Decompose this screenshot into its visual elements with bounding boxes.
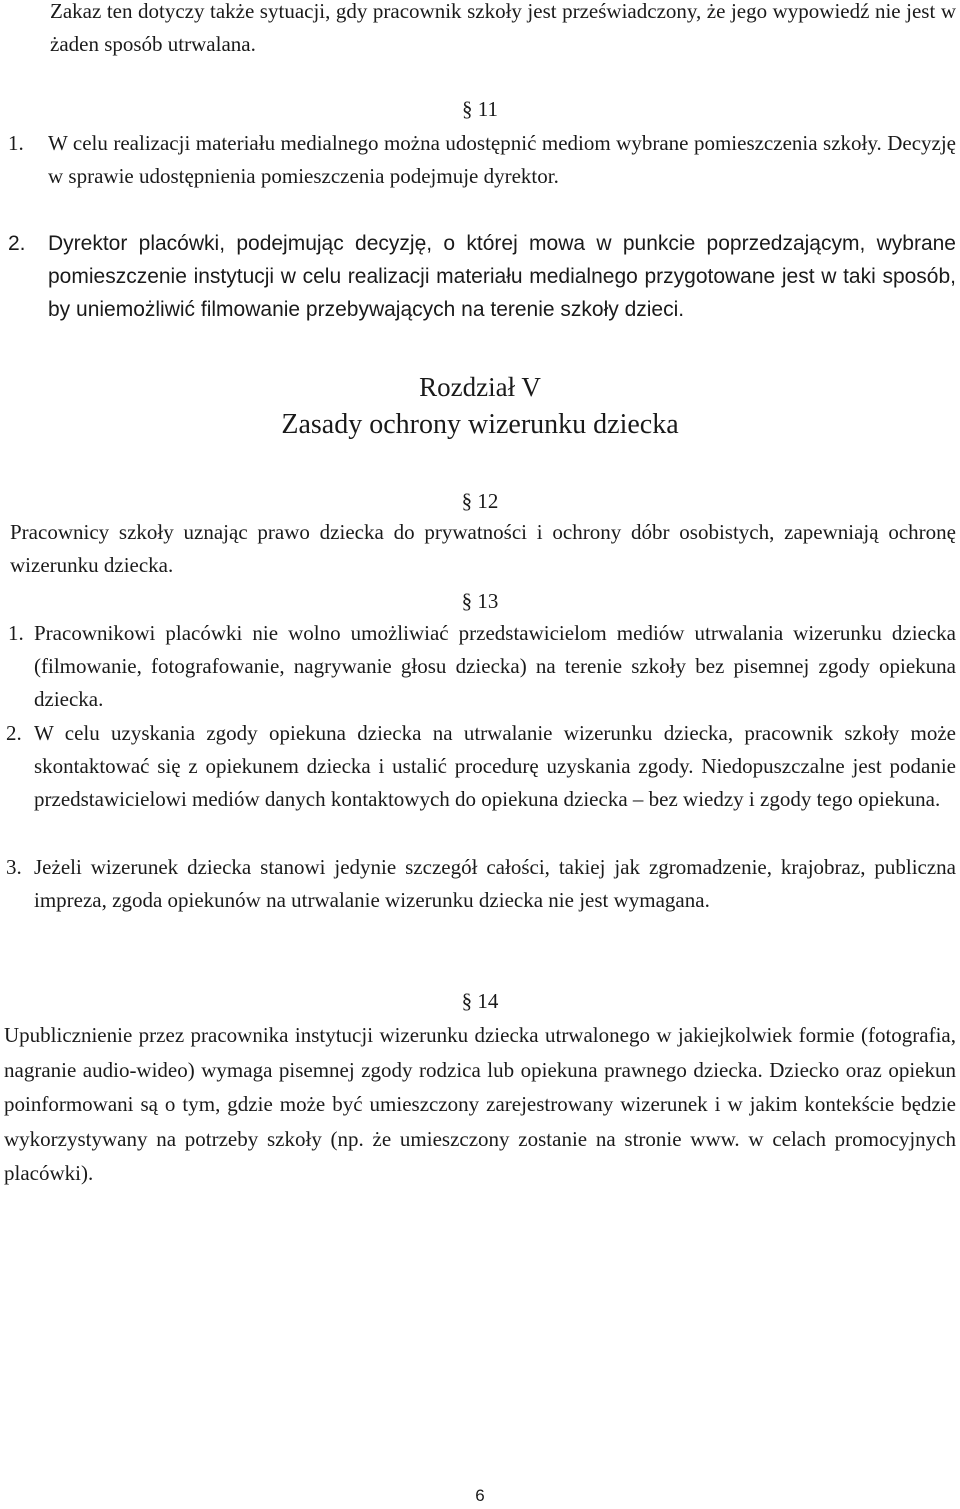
section-13-item-2 [6,717,956,816]
item-text: Dyrektor placówki, podejmując decyzję, o której mowa w punkcie poprzedzającym, wybrane pomieszczenie instytucji w celu realizacji materiału medialnego przygotowane jest w taki sposób, by uniemożliwić filmowanie przebywających na terenie szkoły dzieci. [48,232,956,321]
item-number: 3. [6,855,22,879]
section-14-paragraph: Upublicznienie przez pracownika instytucji wizerunku dziecka utrwalonego w jakiejkolwiek formie (fotografia, nagranie audio-wideo) wymaga pisemnej zgody rodzica lub opiekuna prawnego dziecka. Dziecko oraz opiekun poinformowani są o tym, gdzie może być umieszczony zarejestrowany wizerunek i w jakim kontekście będzie wykorzystywany na potrzeby szkoły (np. że umieszczony zostanie na stronie www. w celach promocyjnych placówki). [4,1023,956,1185]
section-13-item-3 [6,851,956,917]
section-12-paragraph-block [10,516,956,582]
section-11-item-2 [8,227,956,326]
chapter-title: Zasady ochrony wizerunku dziecka [281,409,679,440]
item-number: 1. [8,621,24,645]
page-number: 6 [475,1486,485,1505]
item-text: Jeżeli wizerunek dziecka stanowi jedynie szczegół całości, takiej jak zgromadzenie, krajobraz, publiczna impreza, zgoda opiekunów na utrwalanie wizerunku dziecka nie jest wymagana. [34,855,956,912]
item-number: 2. [6,721,22,745]
section-11-heading: § 11 [462,97,498,121]
section-13-heading: § 13 [461,589,499,613]
intro-paragraph: Zakaz ten dotyczy także sytuacji, gdy pracownik szkoły jest przeświadczony, że jego wypowiedź nie jest w żaden sposób utrwalana. [50,0,956,56]
item-number: 1. [8,131,24,155]
section-13-item-1 [8,617,956,716]
section-14-paragraph-block [4,1018,956,1191]
section-12-heading: § 12 [461,489,499,513]
section-12-paragraph: Pracownicy szkoły uznając prawo dziecka do prywatności i ochrony dóbr osobistych, zapewniają ochronę wizerunku dziecka. [10,520,956,577]
item-text: Pracownikowi placówki nie wolno umożliwiać przedstawicielom mediów utrwalania wizerunku dziecka (filmowanie, fotografowanie, nagrywanie głosu dziecka) na terenie szkoły bez pisemnej zgody opiekuna dziecka. [34,621,956,711]
item-number: 2. [8,232,26,255]
item-text: W celu uzyskania zgody opiekuna dziecka na utrwalanie wizerunku dziecka, pracownik szkoły może skontaktować się z opiekunem dziecka i ustalić procedurę uzyskania zgody. Niedopuszczalne jest podanie przedstawicielowi mediów danych kontaktowych do opiekuna dziecka – bez wiedzy i zgody tego opiekuna. [34,721,956,811]
section-11-item-1 [8,127,956,193]
intro-paragraph-block [50,0,956,61]
section-14-heading: § 14 [461,989,499,1013]
item-text: W celu realizacji materiału medialnego można udostępnić mediom wybrane pomieszczenia szkoły. Decyzję w sprawie udostępnienia pomieszczenia podejmuje dyrektor. [48,131,956,188]
chapter-number: Rozdział V [419,372,541,402]
